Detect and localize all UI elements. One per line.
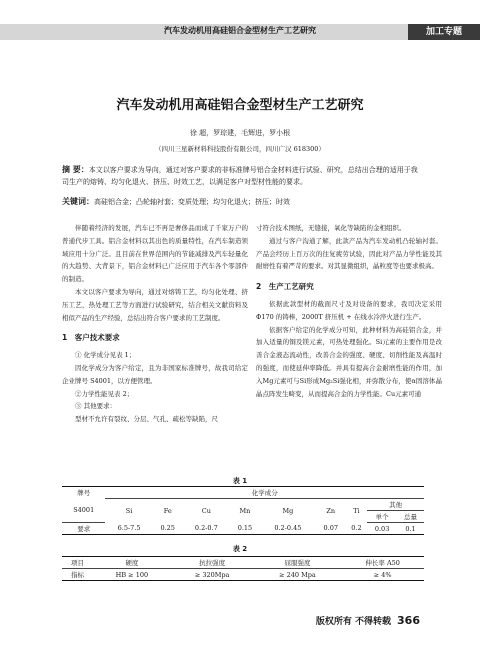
table-1-element: Zn [326, 506, 336, 515]
table-2-header: 伸长率 A50 [341, 557, 424, 569]
table-2-header: 项目 [62, 557, 93, 569]
page-header [0, 0, 480, 52]
table-1-header-other: 其他 [367, 499, 424, 511]
requirement-item-3: ③ 其他要求： [75, 402, 117, 411]
right-paragraph-1: 寸符合技术图纸，无缝接，氧化等缺陷的金相组织。 [256, 224, 406, 232]
requirement-item-1: ① 化学成分见表 1； [75, 351, 136, 360]
table-2-header: 硬度 [93, 557, 171, 569]
page-number: 366 [397, 614, 420, 627]
table-cell: ≥ 320Mpa [171, 569, 254, 581]
keywords-text: 高硅铝合金；凸轮轴衬套；变质处理；均匀化退火；挤压；时效 [94, 198, 290, 206]
table-row [62, 523, 424, 535]
table-cell: 0.2-0.7 [183, 523, 230, 535]
table-cell: ≥ 4% [341, 569, 424, 581]
article-title: 汽车发动机用高硅铝合金型材生产工艺研究 [116, 98, 364, 113]
table-cell: 0.1 [397, 523, 424, 535]
abstract-text: 本文以客户要求为导向，通过对客户要求的非标准牌号铝合金材料进行试验、研究，总结出合理的适用于我司生产的熔铸、均匀化退火、挤压、时效工艺，以满足客户对型材性能的要求。 [62, 166, 418, 186]
table-cell: ≥ 240 Mpa [254, 569, 342, 581]
table-1-header-single: 单个 [367, 511, 397, 523]
left-column [62, 222, 248, 426]
table-cell: 0.2-0.45 [260, 523, 316, 535]
table-cell: 6.5-7.5 [105, 523, 152, 535]
table-1-element: Fe [163, 506, 172, 515]
requirement-item-1-note: 因化学成分为客户给定，且为非国家标准牌号，故我司给定企业牌号 S4001，以方便管理。 [62, 363, 248, 385]
abstract-label: 摘 要： [62, 165, 89, 174]
table-cell: 0.07 [316, 523, 346, 535]
table-1-grade: S4001 [62, 499, 105, 523]
running-title: 汽车发动机用高硅铝合金型材生产工艺研究 [164, 26, 316, 35]
table-cell: 0.25 [153, 523, 183, 535]
table-cell: HB ≥ 100 [93, 569, 171, 581]
keywords-label: 关键词： [62, 197, 94, 206]
right-paragraph-3: 依据此款型材的截面尺寸及对设备的要求，我司决定采用 Φ170 的铸棒，2000T 挤压机 + 在线水冷淬火进行生产。 [256, 299, 442, 321]
intro-paragraph-1: 伴随着经济的发展，汽车已不再是奢侈品而成了千家万户的普通代步工具。铝合金材料以其出色的质量特性，在汽车制造领域应用十分广泛。且目前在世界范围内的节能减排及汽车轻量化的大趋势、大背景下，铝合金材料已广泛应用于汽车各个零部件的制造。 [62, 224, 248, 284]
section-tab: 加工专题 [408, 24, 480, 40]
table-1-caption: 表 1 [232, 477, 248, 485]
table-cell: 指标 [62, 569, 93, 581]
table-1-row-label: 要求 [62, 523, 105, 535]
section-1-heading: 1 客户技术要求 [62, 333, 120, 343]
requirement-item-2: ②力学性能见表 2； [75, 389, 134, 398]
table-1-element: Si [125, 506, 133, 515]
table-2-header: 屈服强度 [254, 557, 342, 569]
table-1-header-total: 总量 [397, 511, 424, 523]
table-1-header-grade: 牌号 [62, 487, 105, 499]
right-column [256, 222, 442, 400]
table-row [62, 569, 424, 581]
copyright-notice: 版权所有 不得转载 [315, 617, 392, 627]
table-1-element: Mg [282, 506, 294, 515]
requirement-item-3-text: 型材不允许有裂纹、分层、气孔、疏松等缺陷，尺 [75, 415, 218, 424]
keywords [62, 196, 422, 207]
table-1 [62, 486, 424, 535]
table-2-header: 抗拉强度 [171, 557, 254, 569]
affiliation: （四川三星新材料科技股份有限公司，四川广汉 618300） [155, 145, 325, 153]
table-1-header-chem: 化学成分 [105, 487, 424, 499]
table-cell: 0.15 [230, 523, 260, 535]
table-cell: 0.03 [367, 523, 397, 535]
table-cell: 0.2 [346, 523, 367, 535]
table-1-element: Ti [353, 506, 360, 515]
table-1-element: Mn [239, 506, 251, 515]
right-paragraph-2: 通过与客户沟通了解，此款产品为汽车发动机凸轮轴衬套。产品会经历上百万次的往复疲劳试验，因此对产品力学性能及其耐磨性有着严苛的要求。对其显微组织，晶粒度等也要求极高。 [256, 236, 442, 271]
table-1-element: Cu [201, 506, 211, 515]
table-2 [62, 556, 424, 581]
table-header-row [62, 557, 424, 569]
abstract [62, 164, 422, 188]
section-2-heading: 2 生产工艺研究 [256, 282, 314, 292]
page-footer [316, 614, 420, 627]
authors: 徐 超，罗琮建，毛辉进，罗小根 [189, 129, 291, 137]
right-paragraph-4: 依据客户给定的化学成分可知，此种材料为高硅铝合金，并加入适量的铜及镁元素，可热处理强化。Si元素的主要作用是改善合金液态流动性，改善合金的强度、硬度、切削性能及高温时的强度，而使延伸率降低。并具有提高合金耐磨性能的作用，加入Mg元素可与Si形成Mg₂Si强化相，并弥散分布，使α固溶体晶晶点阵发生畸变，从而提高合金的力学性能。Cu元素可通 [256, 325, 442, 398]
intro-paragraph-2: 本文以客户要求为导向，通过对熔铸工艺，均匀化处理、挤压工艺，热处理工艺等方面进行试验研究，结合相关文献资料及相似产品的生产经验，总结出符合客户要求的工艺制度。 [62, 287, 248, 322]
table-2-caption: 表 2 [232, 545, 248, 553]
